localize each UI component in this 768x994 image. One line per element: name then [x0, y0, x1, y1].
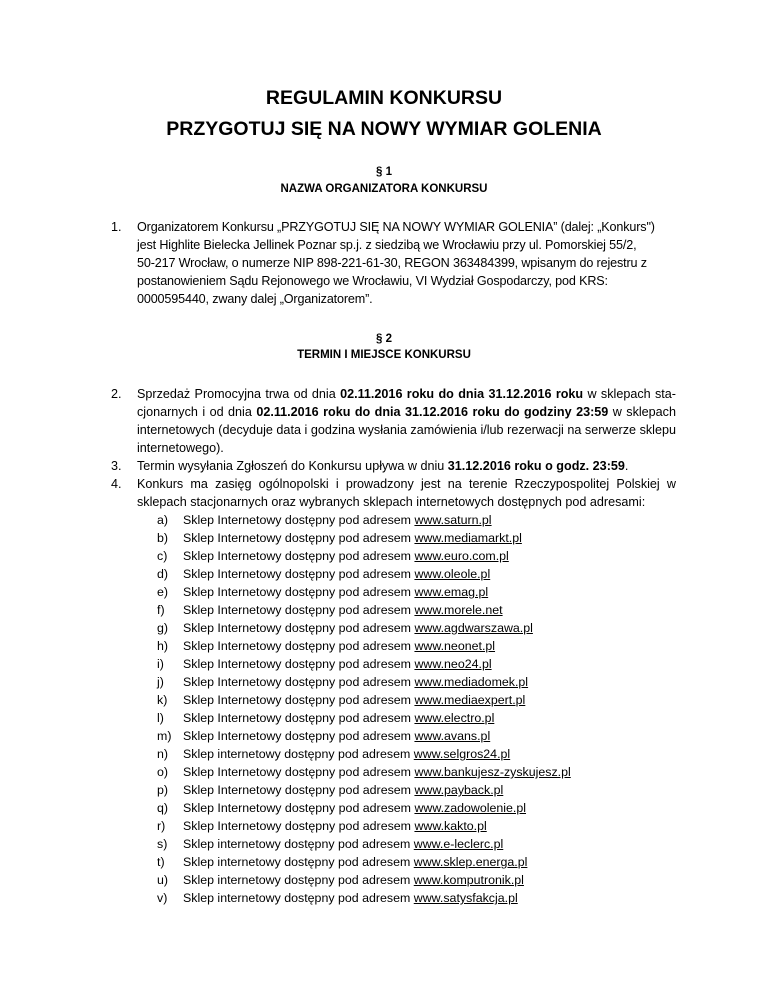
list-letter: d)	[157, 567, 169, 581]
shop-description	[183, 637, 495, 655]
shop-description	[183, 655, 492, 673]
shop-label: Sklep internetowy dostępny pod adresem	[183, 873, 414, 887]
item-1-line: 0000595440, zwany dalej „Organizatorem”.	[137, 292, 373, 306]
shop-description	[183, 691, 525, 709]
shop-url-link[interactable]: www.electro.pl	[414, 711, 495, 725]
shop-description	[183, 817, 487, 835]
item-1-line: 50-217 Wrocław, o numerze NIP 898-221-61-30, REGON 363484399, wpisanym do rejestru z	[137, 256, 647, 270]
shop-url-link[interactable]: www.neonet.pl	[414, 639, 496, 653]
shop-label: Sklep Internetowy dostępny pod adresem	[183, 549, 415, 563]
shop-description	[183, 781, 503, 799]
list-letter: t)	[157, 855, 165, 869]
shop-label: Sklep internetowy dostępny pod adresem	[183, 837, 414, 851]
shop-url-link[interactable]: www.avans.pl	[414, 729, 491, 743]
shop-list-item	[157, 637, 617, 655]
list-letter: f)	[157, 603, 165, 617]
shop-description	[183, 709, 494, 727]
section-2-mark: § 2	[376, 333, 392, 345]
shop-list-item	[157, 601, 617, 619]
shop-url-link[interactable]: www.neo24.pl	[414, 657, 492, 671]
shop-label: Sklep Internetowy dostępny pod adresem	[183, 693, 415, 707]
shop-url-link[interactable]: www.kakto.pl	[414, 819, 487, 833]
shop-label: Sklep Internetowy dostępny pod adresem	[183, 801, 415, 815]
shop-description	[183, 727, 490, 745]
item-1-number: 1.	[111, 220, 122, 234]
shop-list-item	[157, 871, 617, 889]
shop-label: Sklep Internetowy dostępny pod adresem	[183, 657, 415, 671]
list-letter: h)	[157, 639, 169, 653]
shop-description	[183, 583, 488, 601]
item-4-number: 4.	[111, 477, 122, 491]
shop-url-link[interactable]: www.euro.com.pl	[414, 549, 509, 563]
item-3-text: Termin wysyłania Zgłoszeń do Konkursu upływa w dniu 31.12.2016 roku o godz. 23:59.	[137, 459, 629, 473]
list-letter: k)	[157, 693, 168, 707]
shop-list-item	[157, 745, 617, 763]
shop-url-link[interactable]: www.komputronik.pl	[413, 873, 524, 887]
shop-description	[183, 871, 524, 889]
list-letter: b)	[157, 531, 169, 545]
shop-url-link[interactable]: www.satysfakcja.pl	[413, 891, 518, 905]
shop-list-item	[157, 709, 617, 727]
item-1-line: Organizatorem Konkursu „PRZYGOTUJ SIĘ NA NOWY WYMIAR GOLENIA” (dalej: „Konkurs")	[137, 220, 655, 234]
shop-list-item	[157, 565, 617, 583]
shop-list-item	[157, 889, 617, 907]
shop-label: Sklep Internetowy dostępny pod adresem	[183, 783, 415, 797]
shop-label: Sklep Internetowy dostępny pod adresem	[183, 513, 415, 527]
shop-description	[183, 547, 509, 565]
item-2-text: Sprzedaż Promocyjna trwa od dnia 02.11.2016 roku do dnia 31.12.2016 roku w sklepach sta-cjonarnych i od dnia 02.11.2016 roku do dnia 31.12.2016 roku do godziny 23:59 w sklepach internetowych (decyduje data i godzina wysłania zamówienia i/lub rezerwacji na serwerze sklepu internetowego).	[137, 387, 676, 455]
shop-url-link[interactable]: www.payback.pl	[414, 783, 504, 797]
shop-list-item	[157, 835, 617, 853]
list-letter: j)	[157, 675, 164, 689]
shop-description	[183, 799, 526, 817]
list-letter: m)	[157, 729, 172, 743]
shop-label: Sklep Internetowy dostępny pod adresem	[183, 531, 415, 545]
shop-url-link[interactable]: www.selgros24.pl	[413, 747, 511, 761]
shop-description	[183, 763, 571, 781]
document-subtitle: PRZYGOTUJ SIĘ NA NOWY WYMIAR GOLENIA	[166, 118, 602, 140]
shop-list-item	[157, 763, 617, 781]
item-3-number: 3.	[111, 459, 122, 473]
shop-description	[183, 745, 510, 763]
list-letter: c)	[157, 549, 168, 563]
shop-url-link[interactable]: www.agdwarszawa.pl	[414, 621, 533, 635]
shop-description	[183, 511, 492, 529]
shop-url-link[interactable]: www.saturn.pl	[414, 513, 492, 527]
shop-label: Sklep Internetowy dostępny pod adresem	[183, 711, 415, 725]
shop-list-item	[157, 583, 617, 601]
shop-url-link[interactable]: www.e-leclerc.pl	[413, 837, 504, 851]
shop-label: Sklep internetowy dostępny pod adresem	[183, 855, 414, 869]
list-letter: n)	[157, 747, 169, 761]
shop-url-link[interactable]: www.mediadomek.pl	[414, 675, 529, 689]
shop-label: Sklep Internetowy dostępny pod adresem	[183, 567, 415, 581]
list-letter: a)	[157, 513, 169, 527]
shop-list-item	[157, 619, 617, 637]
shop-list-item	[157, 655, 617, 673]
shop-description	[183, 565, 490, 583]
list-letter: i)	[157, 657, 164, 671]
shop-description	[183, 889, 518, 907]
list-letter: q)	[157, 801, 169, 815]
item-1-line: jest Highlite Bielecka Jellinek Poznar sp.j. z siedzibą we Wrocławiu przy ul. Pomorskiej 55/2,	[137, 238, 637, 252]
shop-label: Sklep Internetowy dostępny pod adresem	[183, 729, 415, 743]
shop-url-link[interactable]: www.zadowolenie.pl	[414, 801, 527, 815]
shop-list-item	[157, 673, 617, 691]
section-1-heading: NAZWA ORGANIZATORA KONKURSU	[280, 183, 488, 195]
shop-list-item	[157, 781, 617, 799]
shop-label: Sklep Internetowy dostępny pod adresem	[183, 675, 415, 689]
shop-description	[183, 673, 528, 691]
item-1-line: postanowieniem Sądu Rejonowego we Wrocławiu, VI Wydział Gospodarczy, pod KRS:	[137, 274, 608, 288]
shop-url-link[interactable]: www.oleole.pl	[414, 567, 491, 581]
shop-url-link[interactable]: www.sklep.energa.pl	[413, 855, 528, 869]
shop-list-item	[157, 727, 617, 745]
list-letter: u)	[157, 873, 169, 887]
shop-description	[183, 619, 533, 637]
item-2-number: 2.	[111, 387, 122, 401]
shop-label: Sklep Internetowy dostępny pod adresem	[183, 585, 415, 599]
list-letter: r)	[157, 819, 166, 833]
shop-list-item	[157, 547, 617, 565]
shop-list-item	[157, 817, 617, 835]
list-letter: p)	[157, 783, 169, 797]
shop-url-link[interactable]: www.morele.net	[414, 603, 503, 617]
shop-label: Sklep Internetowy dostępny pod adresem	[183, 621, 415, 635]
item-1-text	[137, 218, 676, 308]
shop-url-link[interactable]: www.bankujesz-zyskujesz.pl	[414, 765, 571, 779]
shop-list-item	[157, 853, 617, 871]
shop-description	[183, 601, 503, 619]
shop-url-link[interactable]: www.mediaexpert.pl	[414, 693, 526, 707]
shop-url-link[interactable]: www.mediamarkt.pl	[414, 531, 522, 545]
list-letter: v)	[157, 891, 168, 905]
shop-label: Sklep internetowy dostępny pod adresem	[183, 891, 414, 905]
list-letter: e)	[157, 585, 169, 599]
shop-label: Sklep Internetowy dostępny pod adresem	[183, 819, 415, 833]
section-1-mark: § 1	[376, 166, 392, 178]
document-title: REGULAMIN KONKURSU	[265, 87, 503, 109]
shop-description	[183, 835, 503, 853]
shop-url-link[interactable]: www.emag.pl	[414, 585, 489, 599]
shop-list-item	[157, 529, 617, 547]
section-2-heading: TERMIN I MIEJSCE KONKURSU	[297, 349, 471, 361]
item-4-text: Konkurs ma zasięg ogólnopolski i prowadzony jest na terenie Rzeczypospolitej Polskiej w sklepach stacjonarnych oraz wybranych sklepach internetowych dostępnych pod adresami:	[137, 477, 676, 509]
shop-label: Sklep Internetowy dostępny pod adresem	[183, 603, 415, 617]
list-letter: l)	[157, 711, 164, 725]
list-letter: s)	[157, 837, 168, 851]
shop-label: Sklep Internetowy dostępny pod adresem	[183, 765, 415, 779]
shop-list-item	[157, 799, 617, 817]
list-letter: g)	[157, 621, 169, 635]
shop-description	[183, 853, 527, 871]
shop-label: Sklep internetowy dostępny pod adresem	[183, 747, 414, 761]
shop-list-item	[157, 691, 617, 709]
shop-description	[183, 529, 522, 547]
shop-list-item	[157, 511, 617, 529]
shop-label: Sklep Internetowy dostępny pod adresem	[183, 639, 415, 653]
list-letter: o)	[157, 765, 169, 779]
